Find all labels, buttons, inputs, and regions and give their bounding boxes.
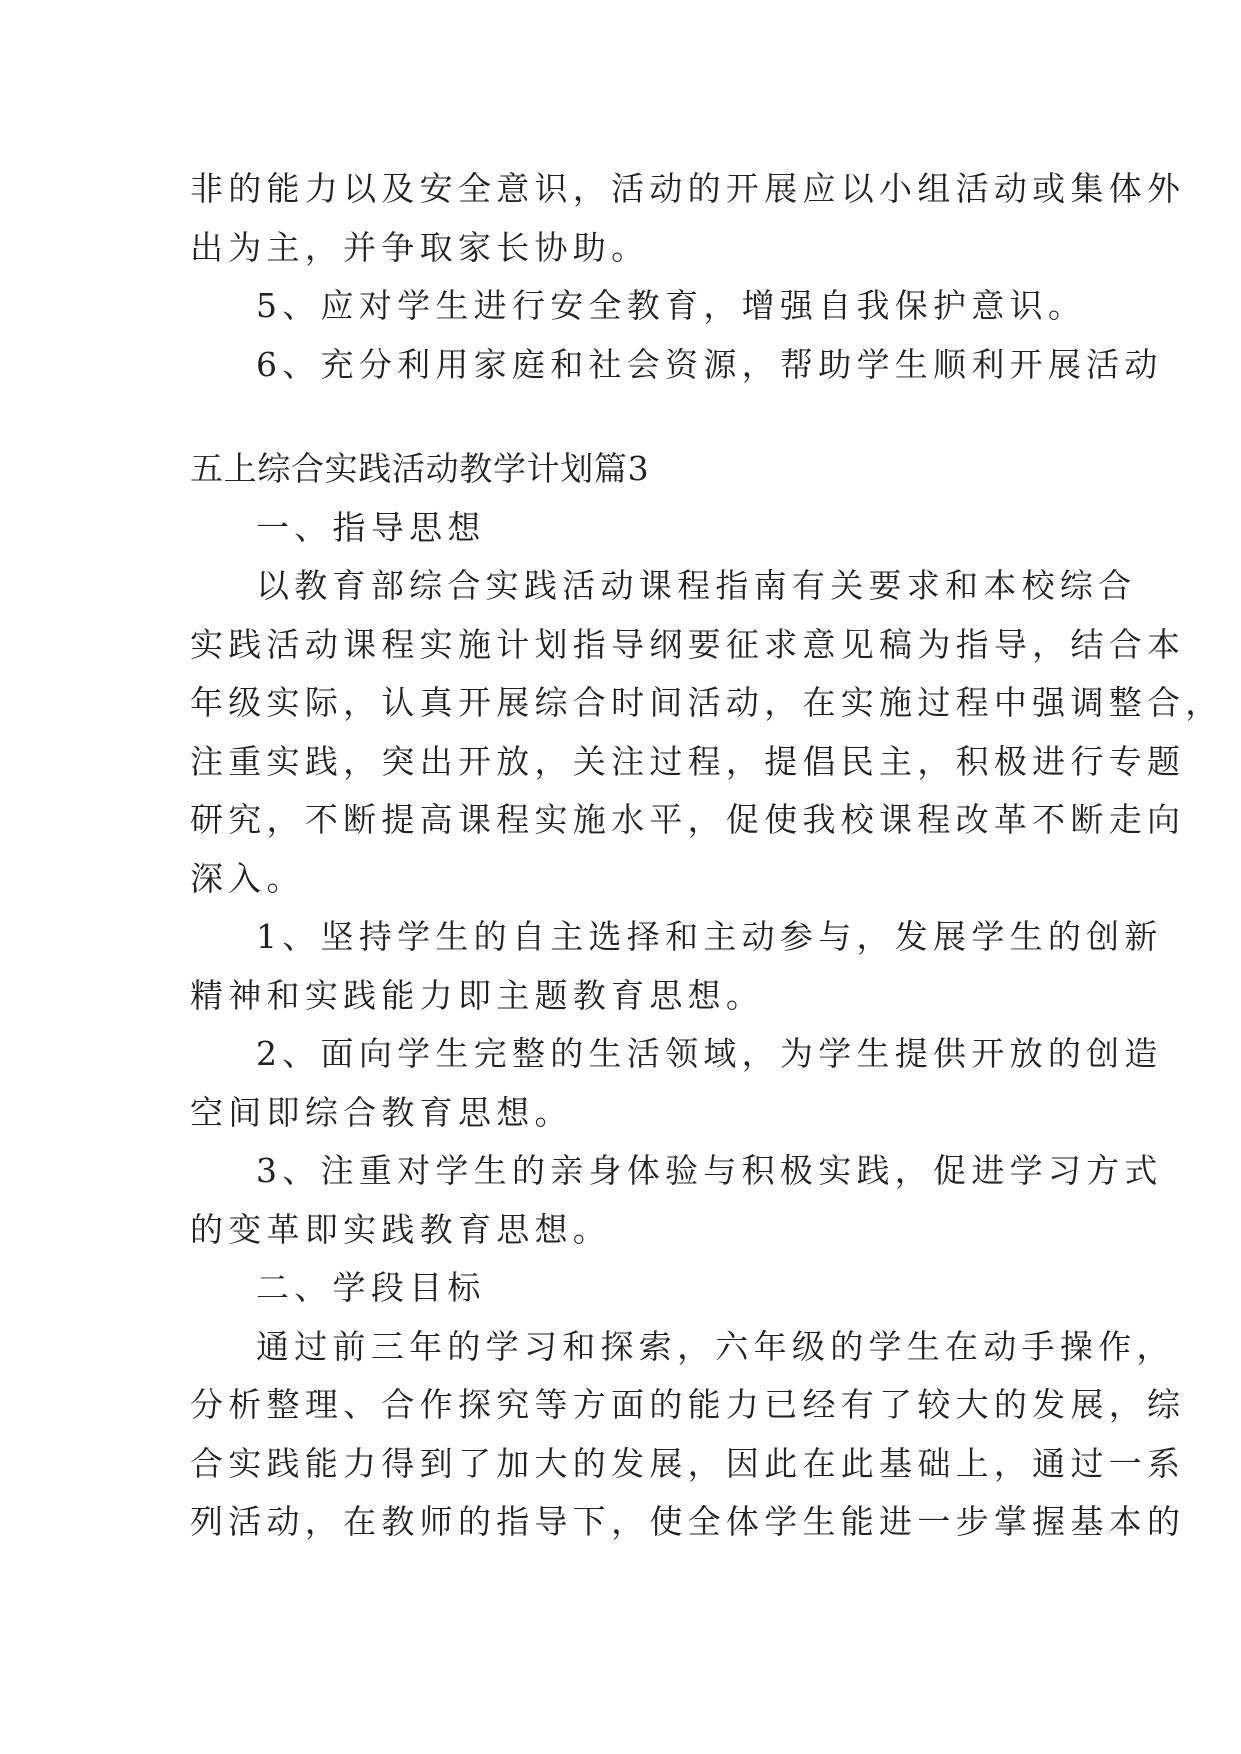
paragraph-line: 实践活动课程实施计划指导纲要征求意见稿为指导，结合本 <box>190 624 1186 664</box>
paragraph-line: 通过前三年的学习和探索，六年级的学生在动手操作， <box>256 1326 1175 1366</box>
paragraph-line: 列活动，在教师的指导下，使全体学生能进一步掌握基本的 <box>190 1502 1186 1541</box>
paragraph-line: 研究，不断提高课程实施水平，促使我校课程改革不断走向 <box>190 800 1186 839</box>
list-item-2: 2、面向学生完整的生活领域，为学生提供开放的创造 <box>256 1034 1163 1073</box>
list-item-6: 6、充分利用家庭和社会资源，帮助学生顺利开展活动 <box>256 344 1163 384</box>
text-line: 非的能力以及安全意识，活动的开展应以小组活动或集体外 <box>190 169 1186 208</box>
list-item-3: 3、注重对学生的亲身体验与积极实践，促进学习方式 <box>256 1151 1163 1190</box>
paragraph-line: 分析整理、合作探究等方面的能力已经有了较大的发展，综 <box>190 1385 1186 1424</box>
list-item-1: 1、坚持学生的自主选择和主动参与，发展学生的创新 <box>256 917 1163 956</box>
list-item-2-cont: 空间即综合教育思想。 <box>190 1092 573 1132</box>
list-item-1-cont: 精神和实践能力即主题教育思想。 <box>190 975 765 1015</box>
text-line: 出为主，并争取家长协助。 <box>190 227 650 267</box>
section-title: 五上综合实践活动教学计划篇3 <box>190 449 650 488</box>
paragraph-line: 注重实践，突出开放，关注过程，提倡民主，积极进行专题 <box>190 741 1186 781</box>
list-item-5: 5、应对学生进行安全教育，增强自我保护意识。 <box>256 286 1087 325</box>
paragraph-line: 深入。 <box>190 858 305 898</box>
document-body <box>190 160 1224 1552</box>
heading-stage-goals: 二、学段目标 <box>256 1268 486 1307</box>
paragraph-line: 以教育部综合实践活动课程指南有关要求和本校综合 <box>256 566 1137 605</box>
paragraph-line: 年级实际，认真开展综合时间活动，在实施过程中强调整合， <box>190 683 1224 722</box>
section-gap <box>190 394 1070 440</box>
list-item-3-cont: 的变革即实践教育思想。 <box>190 1209 612 1249</box>
heading-guiding-thought: 一、指导思想 <box>256 507 486 547</box>
paragraph-line: 合实践能力得到了加大的发展，因此在此基础上，通过一系 <box>190 1443 1186 1483</box>
